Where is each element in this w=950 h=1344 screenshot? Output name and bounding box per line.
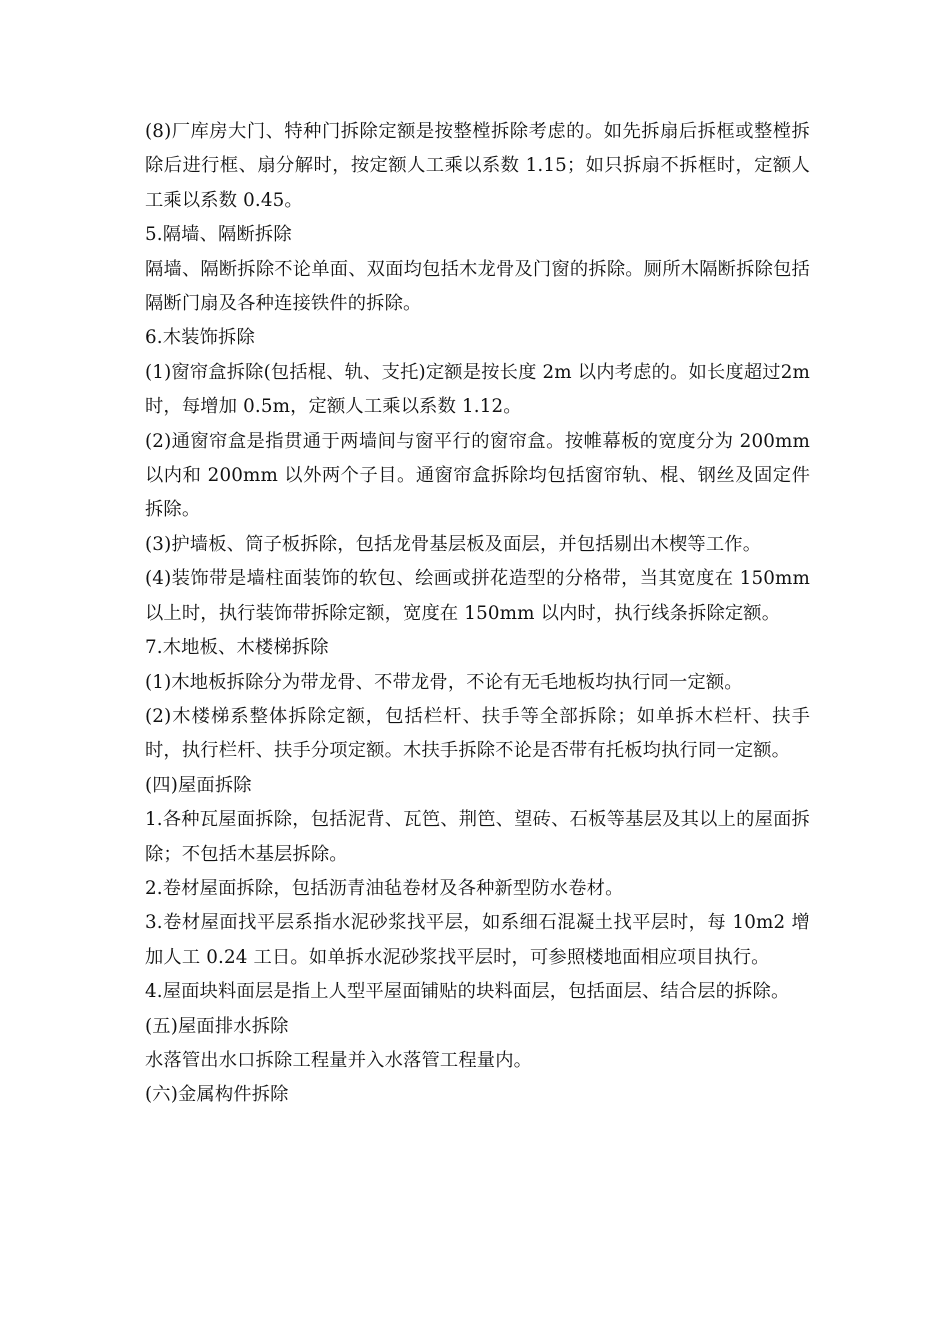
- heading-wood-decoration-removal: 6.木装饰拆除: [145, 327, 255, 349]
- paragraph-decorative-band: (4)装饰带是墙柱面装饰的软包、绘画或拼花造型的分格带，当其宽度在 150mm以上时，执行装饰带拆除定额，宽度在 150mm 以内时，执行线条拆除定额。: [145, 568, 810, 624]
- heading-roof-drainage-removal: (五)屋面排水拆除: [145, 1015, 289, 1037]
- paragraph-downpipe-outlet: 水落管出水口拆除工程量并入水落管工程量内。: [145, 1049, 533, 1071]
- paragraph-roof-block-layer: 4.屋面块料面层是指上人型平屋面铺贴的块料面层，包括面层、结合层的拆除。: [145, 981, 790, 1003]
- paragraph-leveling-layer: 3.卷材屋面找平层系指水泥砂浆找平层，如系细石混凝土找平层时，每 10m2 增加人工 0.24 工日。如单拆水泥砂浆找平层时，可参照楼地面相应项目执行。: [145, 912, 810, 968]
- paragraph-wood-floor-removal: (1)木地板拆除分为带龙骨、不带龙骨，不论有无毛地板均执行同一定额。: [145, 671, 743, 693]
- paragraph-curtain-box-removal: (1)窗帘盒拆除(包括棍、轨、支托)定额是按长度 2m 以内考虑的。如长度超过2m 时，每增加 0.5m，定额人工乘以系数 1.12。: [145, 361, 810, 418]
- heading-metal-component-removal: (六)金属构件拆除: [145, 1084, 289, 1106]
- heading-wood-floor-stair-removal: 7.木地板、木楼梯拆除: [145, 637, 329, 659]
- paragraph-membrane-roof-removal: 2.卷材屋面拆除，包括沥青油毡卷材及各种新型防水卷材。: [145, 877, 624, 899]
- paragraph-partition-removal: 隔墙、隔断拆除不论单面、双面均包括木龙骨及门窗的拆除。厕所木隔断拆除包括隔断门扇及各种连接铁件的拆除。: [145, 258, 810, 315]
- paragraph-tile-roof-removal: 1.各种瓦屋面拆除，包括泥背、瓦笆、荆笆、望砖、石板等基层及其以上的屋面拆除；不包括木基层拆除。: [145, 809, 810, 865]
- paragraph-through-curtain-box: (2)通窗帘盒是指贯通于两墙间与窗平行的窗帘盒。按帷幕板的宽度分为 200mm以内和 200mm 以外两个子目。通窗帘盒拆除均包括窗帘轨、棍、钢丝及固定件拆除。: [145, 430, 810, 521]
- paragraph-wood-stair-removal: (2)木楼梯系整体拆除定额，包括栏杆、扶手等全部拆除；如单拆木栏杆、扶手时，执行栏杆、扶手分项定额。木扶手拆除不论是否带有托板均执行同一定额。: [145, 705, 810, 762]
- paragraph-wall-panel-removal: (3)护墙板、筒子板拆除，包括龙骨基层板及面层，并包括剔出木楔等工作。: [145, 533, 762, 555]
- heading-partition-removal: 5.隔墙、隔断拆除: [145, 224, 292, 246]
- document-body: [145, 115, 810, 1113]
- paragraph-factory-door-removal: (8)厂库房大门、特种门拆除定额是按整樘拆除考虑的。如先拆扇后拆框或整樘拆除后进行框、扇分解时，按定额人工乘以系数 1.15；如只拆扇不拆框时，定额人工乘以系数 0.45。: [145, 121, 810, 211]
- heading-roof-removal: (四)屋面拆除: [145, 774, 252, 796]
